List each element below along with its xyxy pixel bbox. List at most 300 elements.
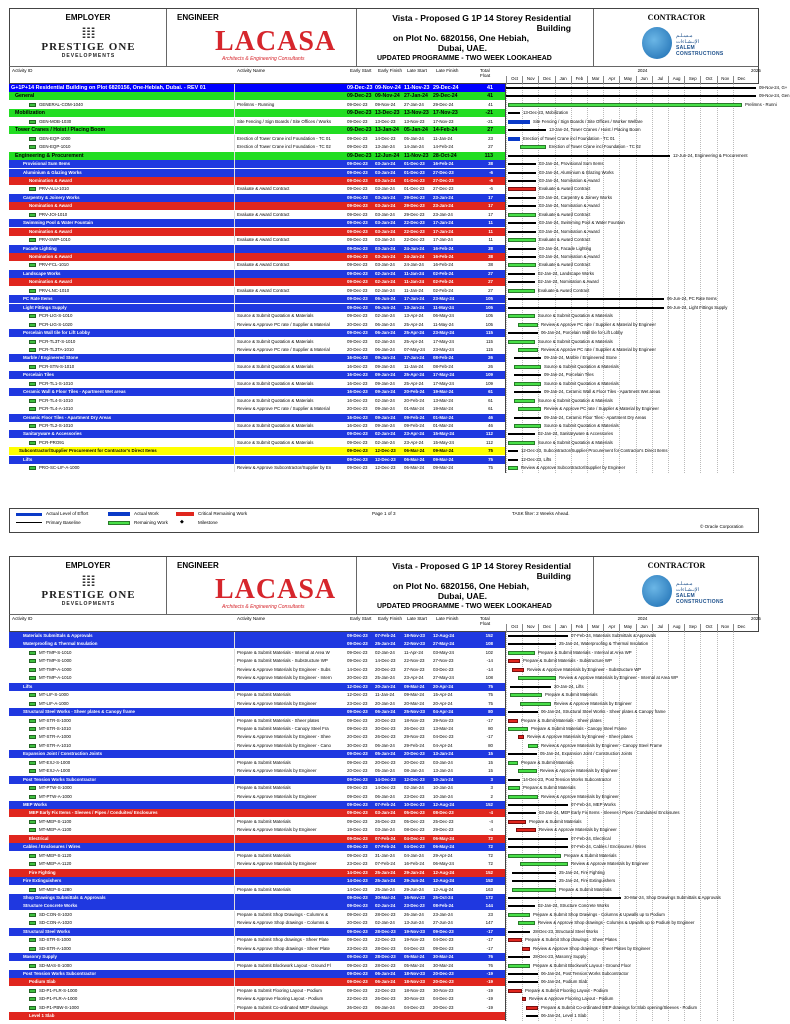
summary-bar[interactable]	[508, 635, 568, 637]
programme-title-2: UPDATED PROGRAMME - TWO WEEK LOOKAHEAD	[377, 603, 552, 610]
early-finish: 03-Jan-24	[375, 245, 396, 251]
activity-id: Porcelain Tiles	[23, 372, 54, 378]
remaining-bar[interactable]	[508, 913, 530, 917]
remaining-bar[interactable]	[514, 424, 541, 428]
early-finish: 05-Jan-24	[375, 768, 395, 774]
summary-bar[interactable]	[506, 87, 756, 89]
remaining-bar[interactable]	[518, 348, 538, 352]
late-start: 20-Dec-23	[404, 759, 425, 765]
timeline-month: Jul	[652, 76, 668, 84]
total-float: 105	[485, 313, 493, 319]
early-start: 09-Dec-23	[347, 962, 368, 968]
gantt-row	[506, 354, 760, 362]
total-float: 15	[488, 751, 493, 757]
col-late-start: Late Start	[407, 68, 427, 73]
summary-bar[interactable]	[508, 231, 536, 233]
early-start: 12-Dec-23	[347, 683, 368, 689]
gantt-label: 03-Jan-24, Nomination & Award	[539, 177, 600, 183]
total-float: 147	[485, 920, 493, 926]
gantt-label: 07-Feb-24, Electrical	[571, 835, 611, 841]
gantt-label: Erection of Tower Crane incl Foundation - TC 02	[549, 144, 641, 150]
late-finish: 09-Dec-23	[433, 945, 454, 951]
critical-bar[interactable]	[522, 997, 526, 1001]
late-start: 04-Dec-23	[404, 945, 425, 951]
summary-bar[interactable]	[508, 956, 530, 958]
late-finish: 16-Feb-24	[433, 245, 454, 251]
late-start: 29-Dec-23	[404, 194, 425, 200]
task-filter: TASK filter: 2 Weeks Ahead.	[512, 511, 570, 516]
activity-id: GENERAL-COM-1040	[39, 101, 83, 107]
remaining-bar[interactable]	[518, 323, 538, 327]
activity-id: Post Tension Works Subcontractor	[23, 971, 97, 976]
gantt-row	[506, 380, 760, 388]
page-separator	[0, 533, 768, 556]
task-icon	[29, 828, 36, 832]
early-finish: 31-Jan-24	[375, 852, 395, 858]
task-icon	[29, 365, 36, 369]
late-finish: 14-Feb-24	[433, 144, 454, 150]
remaining-bar[interactable]	[518, 921, 535, 925]
gantt-row	[506, 464, 760, 472]
gantt-row	[506, 414, 760, 422]
gantt-row	[506, 160, 760, 168]
gantt-row	[506, 936, 760, 944]
remaining-bar[interactable]	[514, 365, 541, 369]
gantt-label: Review & Approve PC rate / Supplier & Material by Engineer	[544, 406, 659, 412]
early-start: 16-Dec-23	[347, 363, 368, 369]
early-finish: 03-Jan-24	[375, 177, 396, 183]
task-icon	[29, 947, 36, 951]
early-finish: 07-Feb-24	[375, 633, 396, 638]
gantt-label: Review & Approve Subcontractor/Supplier by Engineer	[521, 465, 626, 471]
critical-bar[interactable]	[508, 719, 518, 723]
activity-name: Prepare & Submit Materials - Substructure WP	[234, 657, 347, 665]
remaining-bar[interactable]	[518, 407, 541, 411]
early-start: 09-Dec-23	[347, 110, 372, 117]
late-start: 08-Jan-24	[404, 768, 424, 774]
summary-bar[interactable]	[508, 779, 520, 781]
late-finish: 19-Mar-24	[433, 406, 454, 412]
remaining-bar[interactable]	[508, 651, 535, 655]
summary-bar[interactable]	[508, 256, 536, 258]
total-float: 76	[488, 962, 493, 968]
gantt-label: 07-Feb-24, MEP Works	[571, 802, 616, 807]
total-float: -17	[486, 717, 493, 723]
early-start: 09-Dec-23	[347, 987, 368, 993]
gantt-label: Prepare & Submit Shop drawings - Sheer Plates	[525, 937, 617, 943]
gantt-label: Review & Approve Materials by Engineer - Internal at Area WP	[559, 675, 678, 681]
gantt-row	[506, 287, 760, 295]
activity-name	[234, 152, 347, 160]
early-finish: 03-Jan-24	[375, 827, 395, 833]
late-finish: 19-Mar-24	[433, 389, 454, 395]
late-finish: 13-Mar-24	[433, 397, 454, 403]
critical-bar[interactable]	[508, 938, 522, 942]
early-finish: 20-Jan-24	[375, 700, 395, 706]
remaining-bar[interactable]	[508, 441, 535, 445]
remaining-bar[interactable]	[508, 761, 518, 765]
activity-name	[234, 894, 347, 902]
activity-id: Structure Concrete Works	[23, 903, 78, 909]
late-finish: 10-Jan-24	[433, 785, 453, 791]
remaining-bar[interactable]	[512, 888, 556, 892]
total-float: 61	[488, 406, 493, 412]
gantt-label: 09-Nov-24, Gen	[759, 93, 790, 99]
early-finish: 09-Jan-24	[375, 355, 396, 361]
early-start: 23-Dec-23	[347, 861, 368, 867]
critical-bar[interactable]	[518, 735, 524, 739]
remaining-bar[interactable]	[508, 314, 535, 318]
summary-bar[interactable]	[514, 417, 541, 419]
total-float: 23	[488, 135, 493, 141]
late-finish: 06-May-24	[433, 844, 455, 850]
late-finish: 27-Dec-23	[433, 169, 454, 175]
col-activity-id-2: Activity ID	[12, 616, 33, 621]
total-float: 105	[485, 321, 493, 327]
early-start: 09-Dec-23	[347, 203, 368, 209]
activity-id: Masonry Supply	[23, 954, 57, 960]
early-finish: 03-Jan-24	[375, 186, 395, 192]
summary-bar[interactable]	[508, 197, 536, 199]
project-line-1: Vista - Proposed G 1P 14 Storey Residential Building	[392, 13, 571, 33]
activity-id: General	[15, 93, 35, 100]
late-finish: 27-May-24	[433, 641, 455, 647]
remaining-bar[interactable]	[508, 786, 520, 790]
late-start: 22-Dec-23	[404, 220, 425, 226]
critical-bar[interactable]	[508, 820, 526, 824]
early-start: 09-Dec-23	[347, 465, 368, 471]
activity-name	[234, 194, 347, 202]
gantt-label: 09-Nov-24, G+	[759, 85, 788, 90]
late-start: 23-Apr-24	[404, 439, 424, 445]
timeline-month: Jun	[636, 76, 652, 84]
late-start: 16-Nov-23	[404, 894, 425, 900]
summary-bar[interactable]	[508, 307, 664, 309]
early-start: 09-Dec-23	[347, 144, 368, 150]
summary-bar[interactable]	[508, 812, 536, 814]
early-start: 09-Dec-23	[347, 954, 368, 960]
activity-id: MEP Early Fix Items - Sleeves / Pipes / Conduites/ Enclosures	[29, 810, 158, 816]
actual-bar[interactable]	[508, 137, 520, 141]
late-start: 19-Nov-23	[404, 937, 425, 943]
activity-name	[234, 160, 347, 168]
activity-name: Review & Approve Materials by Engineer	[234, 826, 347, 834]
gantt-label: 13-Dec-23, Mobilization	[523, 110, 569, 116]
remaining-bar[interactable]	[520, 702, 551, 706]
early-start: 09-Dec-23	[347, 911, 368, 917]
late-finish: 27-May-24	[433, 675, 454, 681]
gantt-label: 03-Jan-24, Facade Lighting	[539, 245, 592, 251]
engineer-block	[167, 9, 357, 67]
total-float: 108	[485, 675, 493, 681]
late-finish: 16-Feb-24	[433, 161, 454, 167]
gantt-row	[506, 126, 760, 134]
employer-logo-name: PRESTIGE ONE	[41, 41, 136, 53]
summary-bar[interactable]	[512, 872, 556, 874]
late-start: 30-Nov-23	[404, 996, 425, 1002]
early-start: 09-Dec-23	[347, 658, 368, 664]
activity-id: Fire Extinguishers	[23, 878, 62, 884]
summary-bar[interactable]	[508, 753, 537, 755]
gantt-row	[506, 970, 760, 978]
late-start: 25-Apr-24	[404, 372, 425, 378]
early-finish: 26-Dec-23	[375, 734, 396, 740]
gantt-row	[506, 869, 760, 877]
legend-remaining-work: Remaining Work	[134, 520, 168, 525]
task-icon	[29, 744, 36, 748]
summary-bar[interactable]	[508, 838, 568, 840]
gantt-label: Prepare & Submit Materials	[545, 692, 598, 698]
late-start: 26-Jan-24	[404, 911, 424, 917]
remaining-bar[interactable]	[508, 263, 536, 267]
task-icon	[29, 466, 36, 470]
activity-name: Review & Approve Materials by Engineer	[234, 767, 347, 775]
summary-bar[interactable]	[508, 643, 556, 645]
early-finish: 03-Jan-24	[375, 169, 396, 175]
late-finish: 17-Jan-24	[433, 237, 453, 243]
task-icon	[29, 786, 36, 790]
remaining-bar[interactable]	[508, 727, 528, 731]
summary-bar[interactable]	[508, 180, 536, 182]
remaining-bar[interactable]	[510, 693, 542, 697]
activity-name: Source & Submit Quotation & Materials	[234, 312, 347, 320]
summary-bar[interactable]	[508, 155, 670, 157]
critical-bar[interactable]	[522, 947, 530, 951]
task-icon	[29, 938, 36, 942]
summary-bar[interactable]	[508, 281, 535, 283]
early-finish: 28-Dec-23	[375, 945, 396, 951]
remaining-bar[interactable]	[518, 769, 537, 773]
gantt-row	[506, 245, 760, 253]
late-finish: 17-Jan-24	[433, 220, 454, 226]
timeline-month: Mar	[587, 76, 603, 84]
remaining-bar[interactable]	[508, 238, 536, 242]
late-finish: 20-Dec-23	[433, 979, 454, 985]
gantt-row	[506, 371, 760, 379]
activity-id: MT-TMP-A-1000	[39, 666, 72, 672]
remaining-bar[interactable]	[514, 382, 541, 386]
late-start: 29-Dec-23	[404, 203, 425, 209]
total-float: -19	[486, 1004, 493, 1010]
summary-bar[interactable]	[508, 846, 568, 848]
early-finish: 12-Dec-23	[375, 456, 396, 462]
summary-bar[interactable]	[508, 981, 538, 983]
activity-id: Structural Steel Works	[23, 928, 71, 934]
activity-id: Cables / Enclosures / Wires	[23, 844, 81, 850]
activity-id: MT-PTW-A-1000	[39, 793, 72, 799]
remaining-bar[interactable]	[518, 676, 556, 680]
early-finish: 03-Jan-24	[375, 228, 396, 234]
actual-bar[interactable]	[508, 120, 530, 124]
page-header-2	[9, 556, 759, 615]
gantt-label: 03-Jan-24, Aluminium & Glazing Works	[539, 169, 614, 175]
remaining-bar[interactable]	[508, 795, 538, 799]
early-finish: 03-Jan-24	[375, 237, 395, 243]
early-finish: 03-Jan-24	[375, 810, 396, 816]
summary-bar[interactable]	[514, 374, 541, 376]
gantt-label: Source & Submit Quotation & Materials	[544, 380, 619, 386]
late-finish: 14-Feb-24	[433, 127, 458, 134]
remaining-bar[interactable]	[508, 466, 518, 470]
late-finish: 12-Aug-24	[433, 869, 455, 875]
critical-bar[interactable]	[526, 1006, 538, 1010]
activity-id: PRO-SC-LIF-A-1000	[39, 465, 80, 471]
late-start: 13-Jan-24	[404, 304, 425, 310]
remaining-bar[interactable]	[508, 103, 742, 107]
activity-id: Tower Cranes / Hoist / Placing Boom	[15, 127, 106, 134]
timeline-month: Mar	[587, 624, 603, 632]
project-block-2	[357, 557, 594, 615]
summary-bar[interactable]	[514, 391, 541, 393]
summary-bar[interactable]	[508, 248, 536, 250]
activity-id: Post Tension Works Subcontractor	[23, 776, 97, 782]
gantt-label: 03-Jan-24, Nomination & Award	[539, 203, 600, 209]
summary-bar[interactable]	[506, 95, 756, 97]
summary-bar[interactable]	[508, 931, 530, 933]
summary-bar[interactable]	[508, 711, 538, 713]
late-finish: 04-Dec-23	[433, 937, 454, 943]
task-icon	[29, 382, 36, 386]
task-icon	[29, 314, 36, 318]
summary-bar[interactable]	[510, 686, 551, 688]
late-finish: 15-May-24	[433, 439, 454, 445]
remaining-bar[interactable]	[514, 399, 535, 403]
summary-bar[interactable]	[508, 804, 568, 806]
activity-id: PCR-LIG-S-1020	[39, 321, 73, 327]
gantt-label: 28-Dec-23, Masonry Supply	[533, 954, 587, 960]
gantt-row	[506, 321, 760, 329]
remaining-bar[interactable]	[520, 862, 568, 866]
early-start: 09-Dec-23	[347, 101, 368, 107]
task-icon	[29, 668, 36, 672]
activity-name: Erection of Tower Crane incl Foundation - TC 02	[234, 143, 347, 151]
late-finish: 20-Apr-24	[433, 700, 453, 706]
activity-id: Level 1 Slab	[29, 1013, 55, 1019]
task-icon	[29, 913, 36, 917]
summary-bar[interactable]	[508, 273, 535, 275]
summary-bar[interactable]	[508, 172, 536, 174]
summary-bar[interactable]	[508, 897, 621, 899]
summary-bar[interactable]	[508, 205, 536, 207]
summary-bar[interactable]	[514, 357, 541, 359]
early-start: 09-Dec-23	[347, 793, 368, 799]
gantt-row	[506, 666, 760, 674]
late-finish: 11-May-24	[433, 321, 454, 327]
gantt-chart-2	[505, 632, 759, 1021]
summary-bar[interactable]	[508, 129, 546, 131]
summary-bar[interactable]	[508, 112, 520, 114]
critical-bar[interactable]	[508, 187, 536, 191]
critical-bar[interactable]	[508, 659, 520, 663]
early-finish: 26-Dec-23	[375, 818, 396, 824]
early-finish: 09-Jan-24	[375, 389, 396, 395]
summary-bar[interactable]	[508, 450, 518, 452]
early-finish: 03-Jan-24	[375, 211, 395, 217]
activity-id: Structural Steel Works - Sheer plates & Canopy frame	[23, 709, 135, 715]
summary-bar[interactable]	[508, 973, 538, 975]
late-start: 05-Jan-24	[404, 127, 428, 134]
late-finish: 09-Mar-24	[433, 465, 454, 471]
early-finish	[375, 1012, 404, 1020]
early-finish: 22-Dec-23	[375, 987, 396, 993]
late-start: 09-Mar-24	[404, 683, 425, 689]
gantt-row	[506, 784, 760, 792]
late-finish: 30-Mar-24	[433, 962, 454, 968]
early-start: 09-Dec-23	[347, 971, 368, 976]
total-float: 172	[485, 894, 493, 900]
late-start: 25-Apr-24	[404, 338, 424, 344]
early-finish: 22-Dec-23	[375, 937, 396, 943]
timeline-month: Sep	[684, 76, 700, 84]
remaining-bar[interactable]	[520, 145, 546, 149]
late-finish: 06-May-24	[433, 861, 454, 867]
summary-bar[interactable]	[508, 163, 536, 165]
task-icon	[29, 651, 36, 655]
activity-id: MT-MEP-A-1120	[39, 861, 72, 867]
gantt-row	[506, 733, 760, 741]
total-float: 144	[485, 903, 493, 909]
late-start: 20-Mar-24	[404, 700, 425, 706]
late-finish: 12-Aug-24	[433, 802, 455, 807]
remaining-bar[interactable]	[508, 340, 535, 344]
col-late-finish: Late Finish	[436, 68, 459, 73]
gantt-label: Evaluate & Award Contract	[539, 211, 591, 217]
late-finish: 08-Feb-24	[433, 363, 454, 369]
total-float: 75	[488, 448, 493, 454]
early-finish: 28-Dec-23	[375, 954, 396, 960]
timeline-month: Feb	[571, 624, 587, 632]
summary-bar[interactable]	[508, 222, 536, 224]
gantt-label: Source & Submit Quotation & Materials	[538, 313, 613, 319]
task-icon	[29, 137, 36, 141]
summary-bar[interactable]	[526, 1015, 538, 1017]
critical-bar[interactable]	[512, 668, 524, 672]
summary-bar[interactable]	[512, 880, 556, 882]
remaining-bar[interactable]	[528, 744, 538, 748]
summary-bar[interactable]	[508, 459, 518, 461]
remaining-bar[interactable]	[508, 964, 530, 968]
early-finish: 09-Nov-24	[375, 85, 401, 91]
activity-id: PCR-LIG-S-1010	[39, 313, 73, 319]
late-start: 10-Dec-23	[404, 802, 425, 807]
summary-bar[interactable]	[508, 298, 664, 300]
remaining-bar[interactable]	[508, 854, 561, 858]
remaining-bar[interactable]	[508, 289, 535, 293]
gantt-label: Prepare & Submit Materials	[564, 852, 617, 858]
col-late-start-2: Late Start	[407, 616, 427, 621]
task-icon	[29, 145, 36, 149]
early-start: 09-Dec-23	[347, 211, 368, 217]
critical-bar[interactable]	[516, 828, 536, 832]
late-start: 09-Feb-24	[404, 423, 425, 428]
activity-name	[234, 640, 347, 648]
total-float: 61	[488, 389, 493, 395]
activity-id: Subcontractor/Supplier Procurement for Contractor's Direct Items	[19, 448, 157, 454]
summary-bar[interactable]	[508, 332, 538, 334]
summary-bar[interactable]	[508, 905, 535, 907]
late-finish: 12-Aug-24	[433, 633, 455, 638]
remaining-bar[interactable]	[508, 213, 536, 217]
early-finish: 28-Dec-23	[375, 962, 396, 968]
task-icon	[29, 727, 36, 731]
early-finish: 02-Jan-24	[375, 431, 396, 437]
critical-bar[interactable]	[508, 989, 522, 993]
late-finish: 27-Nov-23	[433, 658, 454, 664]
total-float: 76	[488, 954, 493, 960]
summary-bar[interactable]	[508, 433, 535, 435]
activity-name: Prepare & Submit Co-ordinated MEP drawings	[234, 1004, 347, 1012]
late-start: 01-Dec-23	[404, 177, 425, 183]
